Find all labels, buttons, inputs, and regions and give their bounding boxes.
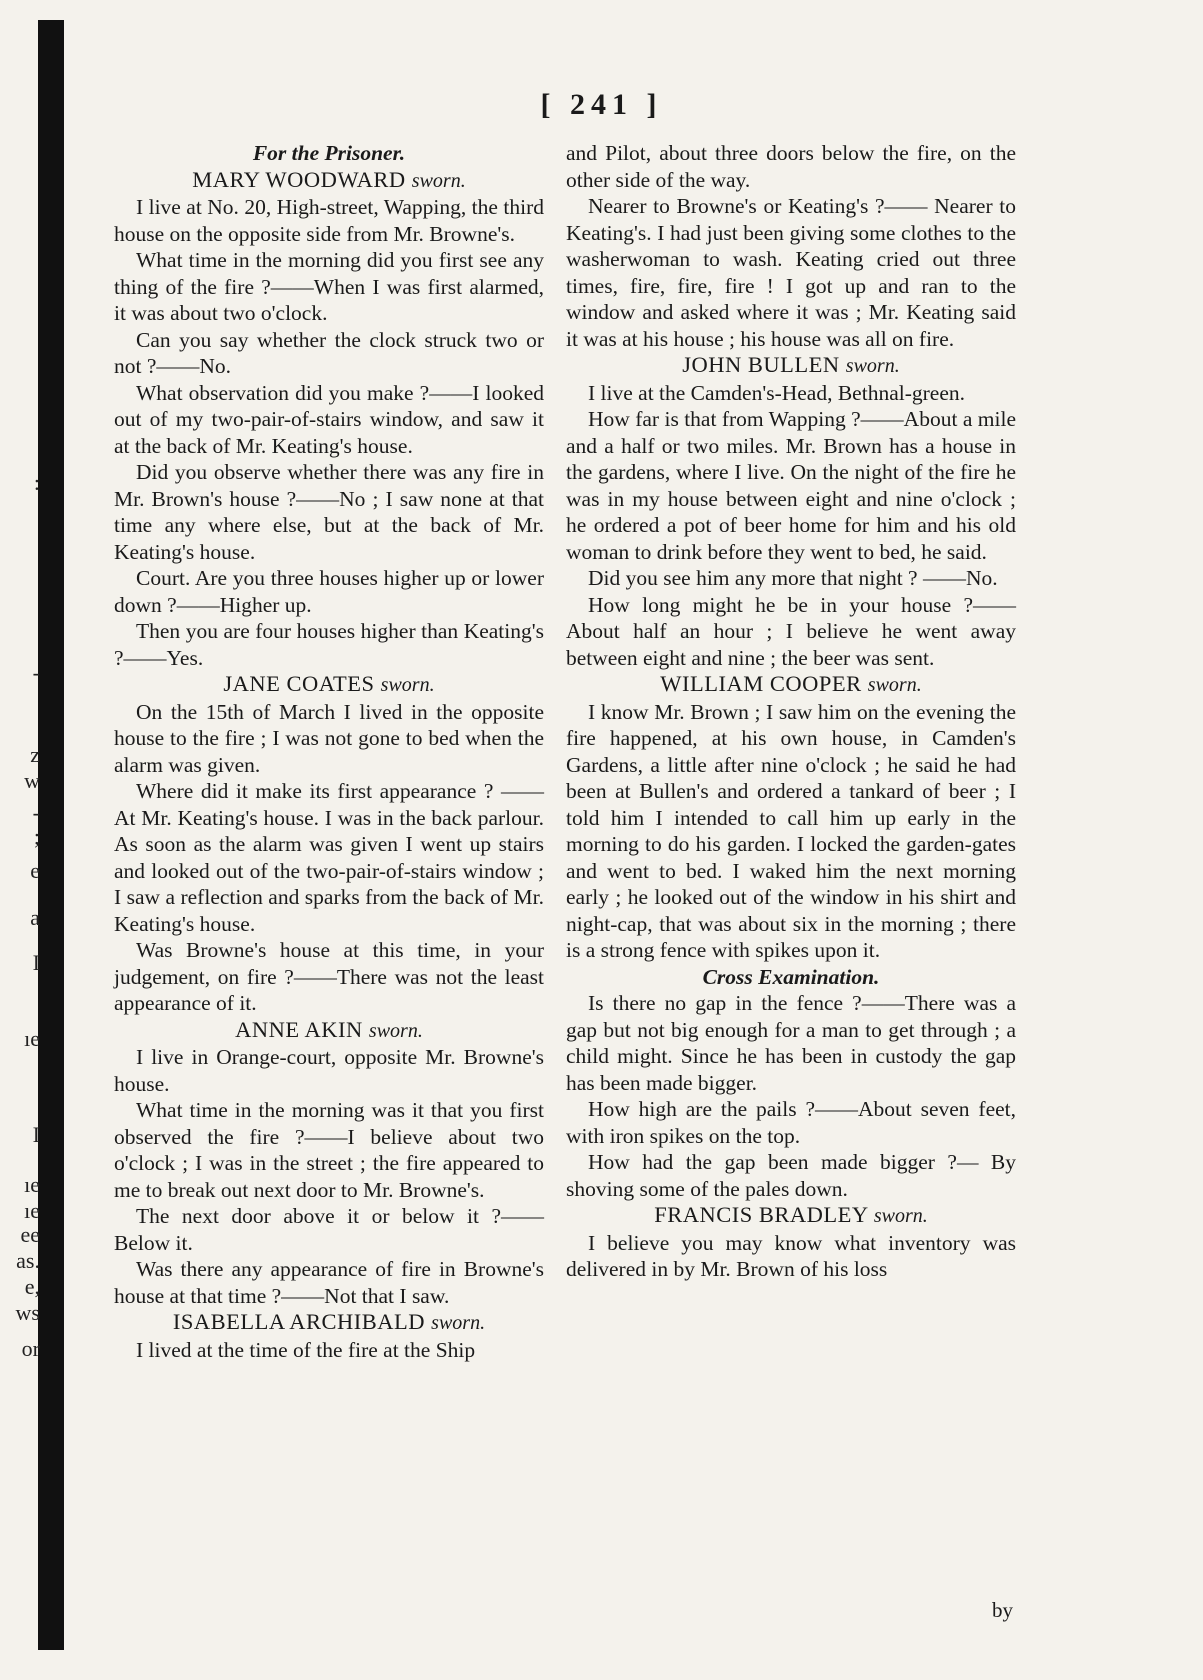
sworn-label: sworn.: [368, 1019, 423, 1042]
section-subheading: Cross Examination.: [702, 964, 880, 989]
testimony-paragraph: I know Mr. Brown ; I saw him on the evening the fire happened, at his own house, in Camden's Gardens, a little after nine o'clock ; he said he had been at Bullen's and ordered a tankard of beer ; I told him I intended to call him up early in the morning to do his garden. I locked the garden-gates and went to bed. I waked him the next morning early ; he looked out of the window in his shirt and night-cap, that was about six in the morning ; there is a strong fence with spikes upon it.: [566, 699, 1016, 962]
witness-name: MARY WOODWARD: [192, 166, 406, 192]
margin-fragment: e,: [24, 1274, 40, 1299]
margin-fragment: ıe: [24, 1026, 40, 1051]
testimony-paragraph: I lived at the time of the fire at the Ship: [136, 1337, 476, 1362]
testimony-paragraph: On the 15th of March I lived in the opposite house to the fire ; I was not gone to bed when the alarm was given.: [114, 699, 544, 777]
witness-name: ANNE AKIN: [235, 1016, 363, 1042]
witness-name: FRANCIS BRADLEY: [654, 1202, 868, 1227]
margin-fragment: I: [32, 1122, 40, 1147]
testimony-paragraph: I live at the Camden's-Head, Bethnal-green.: [588, 380, 965, 405]
witness-heading: [114, 1309, 544, 1337]
testimony-paragraph: How far is that from Wapping ?——About a mile and a half or two miles. Mr. Brown has a house in the gardens, where I live. On the night of the fire he was in my house between eight and nine o'clock ; he ordered a pot of beer home for him and his old woman to drink before they went to bed, he said.: [566, 407, 1016, 564]
left-column: [114, 140, 544, 1363]
sworn-label: sworn.: [845, 355, 900, 377]
witness-heading: [566, 352, 1016, 380]
testimony-paragraph: How high are the pails ?——About seven feet, with iron spikes on the top.: [566, 1097, 1016, 1148]
right-column: [566, 140, 1016, 1283]
testimony-paragraph: I live at No. 20, High-street, Wapping, the third house on the opposite side from Mr. Browne's.: [114, 195, 544, 246]
margin-fragment: a: [30, 905, 40, 930]
testimony-paragraph: Is there no gap in the fence ?——There was a gap but not big enough for a man to get through ; a child might. Since he has been in custody the gap has been made bigger.: [566, 991, 1016, 1095]
margin-fragment: ;: [33, 824, 40, 849]
witness-name: ISABELLA ARCHIBALD: [172, 1309, 426, 1334]
witness-name: JANE COATES: [223, 671, 375, 696]
testimony-paragraph: I believe you may know what inventory was delivered in by Mr. Brown of his loss: [566, 1230, 1016, 1281]
margin-fragment: w: [24, 768, 40, 793]
witness-heading: [566, 1202, 1016, 1230]
testimony-paragraph: Then you are four houses higher than Keating's ?——Yes.: [114, 619, 544, 670]
sworn-label: sworn.: [411, 169, 466, 192]
testimony-paragraph: The next door above it or below it ?—— Below it.: [114, 1204, 544, 1255]
witness-heading: [114, 167, 544, 195]
margin-fragment: ee: [20, 1222, 40, 1247]
sworn-label: sworn.: [431, 1312, 486, 1334]
witness-heading: [114, 671, 544, 699]
testimony-paragraph: How long might he be in your house ?—— About half an hour ; I believe he went away between eight and nine ; the beer was sent.: [566, 592, 1016, 670]
margin-fragment: e: [30, 858, 40, 883]
margin-fragment: or: [21, 1336, 40, 1361]
testimony-paragraph: Where did it make its first appearance ? —— At Mr. Keating's house. I was in the back parlour. As soon as the alarm was given I went up stairs and looked out of the two-pair-of-stairs window ; I saw a reflection and sparks from the back of Mr. Keating's house.: [114, 779, 544, 936]
testimony-paragraph: What time in the morning did you first see any thing of the fire ?——When I was first alarmed, it was about two o'clock.: [114, 248, 544, 325]
testimony-paragraph: I live in Orange-court, opposite Mr. Browne's house.: [114, 1045, 544, 1096]
testimony-paragraph: Nearer to Browne's or Keating's ?—— Nearer to Keating's. I had just been giving some clothes to the washerwoman to wash. Keating cried out three times, fire, fire, fire ! I got up and ran to the window and asked where it was ; Mr. Keating said it was at his house ; his house was all on fire.: [566, 194, 1016, 351]
page-binding-edge: [38, 20, 64, 1650]
testimony-paragraph: What observation did you make ?——I looked out of my two-pair-of-stairs window, and saw it at the back of Mr. Keating's house.: [114, 380, 544, 458]
margin-fragment: -: [32, 800, 40, 825]
witness-heading: [566, 671, 1016, 699]
margin-fragment: ıe: [24, 1198, 40, 1223]
page-number: [ 241 ]: [540, 88, 663, 121]
testimony-paragraph: Can you say whether the clock struck two or not ?——No.: [114, 327, 544, 378]
margin-fragment: :: [33, 470, 40, 495]
testimony-paragraph: How had the gap been made bigger ?— By shoving some of the pales down.: [566, 1150, 1016, 1201]
margin-fragment: I: [32, 950, 40, 975]
testimony-paragraph: Court. Are you three houses higher up or lower down ?——Higher up.: [114, 566, 544, 617]
testimony-paragraph: Was there any appearance of fire in Browne's house at that time ?——Not that I saw.: [114, 1257, 544, 1308]
testimony-paragraph: Was Browne's house at this time, in your judgement, on fire ?——There was not the least appearance of it.: [114, 938, 544, 1015]
sworn-label: sworn.: [380, 674, 435, 696]
catchword: by: [992, 1598, 1013, 1622]
sworn-label: sworn.: [873, 1205, 928, 1227]
margin-fragment: ws: [15, 1300, 40, 1325]
margin-fragment: as.: [16, 1248, 40, 1273]
testimony-paragraph: and Pilot, about three doors below the fire, on the other side of the way.: [566, 141, 1016, 192]
margin-fragment: ıe: [24, 1172, 40, 1197]
testimony-paragraph: Did you see him any more that night ? ——No.: [588, 566, 998, 590]
sworn-label: sworn.: [867, 674, 922, 696]
section-subheading: For the Prisoner.: [252, 141, 406, 165]
testimony-paragraph: What time in the morning was it that you first observed the fire ?——I believe about two o'clock ; I was in the street ; the fire appeared to me to break out next door to Mr. Browne's.: [114, 1098, 544, 1202]
margin-fragment: -: [32, 660, 40, 685]
witness-name: JOHN BULLEN: [682, 352, 840, 377]
witness-heading: [114, 1017, 544, 1045]
witness-name: WILLIAM COOPER: [660, 671, 862, 696]
testimony-paragraph: Did you observe whether there was any fire in Mr. Brown's house ?——No ; I saw none at that time any where else, but at the back of Mr. Keating's house.: [114, 460, 544, 564]
margin-fragment: z: [30, 742, 40, 767]
